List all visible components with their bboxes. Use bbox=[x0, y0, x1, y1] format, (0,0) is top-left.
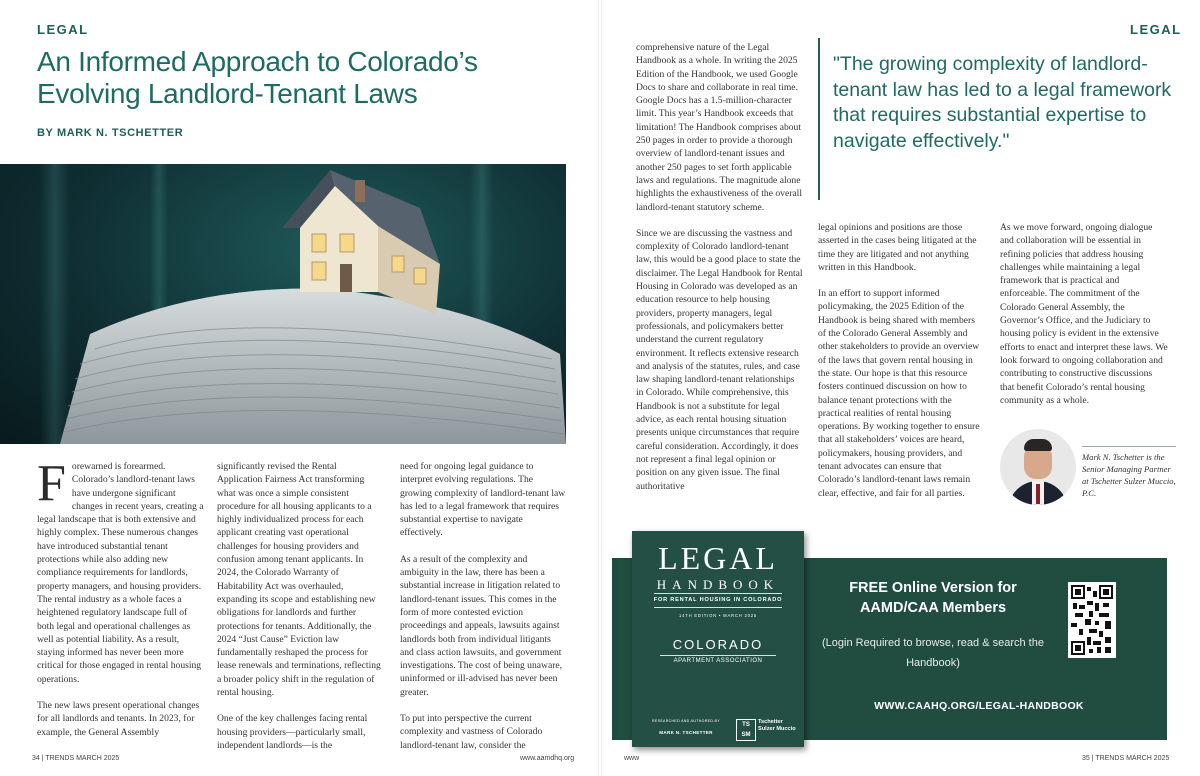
author-portrait bbox=[1000, 429, 1076, 505]
book-edition: 14TH EDITION • MARCH 2025 bbox=[678, 613, 757, 618]
book-subtitle: HANDBOOK bbox=[656, 577, 780, 592]
caa-logo-colorado: COLORADO bbox=[672, 637, 764, 652]
paragraph: comprehensive nature of the Legal Handbook as a whole. In writing the 2025 Edition of the Handbook, we used Google Docs to share and collaborate in real time. Google Docs has a 1.5-million-character limit. This year’s Handbook exceeds that limitation! The Handbook comprises about 250 pages in order to provide a thorough overview of landlord-tenant issues and another 250 pages to set forth applicable laws and regulations. The magnitude alone highlights the exhaustiveness of the overall landlord-tenant statutory scheme. bbox=[636, 42, 802, 213]
right-column-1 bbox=[636, 41, 804, 506]
paragraph: In an effort to support informed policymaking, the 2025 Edition of the Handbook is being shared with members of the Colorado General Assembly and other stakeholders to provide an overview of the laws that govern rental housing in the state. Our hope is that this resource fosters continued discussion on how to balance tenant protections with the practical realities of rental housing operations. By working together to ensure that all stakeholders’ voices are heard, policymakers, housing providers, and tenant advocates can ensure that Colorado’s landlord-tenant laws remain clear, effective, and fair for all parties. bbox=[818, 288, 980, 499]
right-column-2 bbox=[818, 221, 984, 513]
tsm-monogram: TS SM bbox=[736, 719, 756, 741]
left-column-2 bbox=[217, 460, 381, 765]
paragraph: The new laws present operational changes for all landlords and tenants. In 2023, for example, the General Assembly bbox=[37, 700, 200, 738]
ad-title: FREE Online Version for AAMD/CAA Members bbox=[849, 580, 1017, 616]
ad-url-link[interactable]: WWW.CAAHQ.ORG/LEGAL-HANDBOOK bbox=[874, 700, 1084, 712]
drop-cap: F bbox=[37, 455, 66, 512]
book-author: MARK N. TSCHETTER bbox=[659, 730, 713, 735]
folio-page-number: 35 | TRENDS MARCH 2025 bbox=[1082, 755, 1170, 762]
tsm-logo bbox=[736, 719, 798, 741]
folio-website: www bbox=[624, 755, 640, 762]
paragraph: Since we are discussing the vastness and complexity of Colorado landlord-tenant law, this would be a good place to state the disclaimer. The Legal Handbook for Rental Housing in Colorado was developed as an education resource to help housing providers, property managers, legal professionals, and policymakers better understand the current regulatory environment. It reflects extensive research and analysis of the statutes, rules, and case law shaping landlord-tenant relationships in Colorado. While comprehensive, this Handbook is not a substitute for legal advice, as each rental housing situation presents unique circumstances that require careful consideration. Accordingly, it does not represent a final legal opinion or position on any given issue. The final authoritative bbox=[636, 227, 803, 492]
paragraph: orewarned is forearmed. Colorado’s landlord-tenant laws have undergone significant changes in recent years, creating a legal landscape that is both extensive and highly complex. These numerous changes have introduced substantial tenant protections while also adding new compliance requirements for landlords, property managers, and housing providers. The rental industry as a whole faces a heightened regulatory landscape full of both legal and operational challenges as well as potential liability. As a result, staying informed has never been more critical for those engaged in rental housing operations. bbox=[37, 461, 204, 685]
paragraph: One of the key challenges facing rental housing providers—particularly small, independent landlords—is the bbox=[217, 713, 368, 751]
paragraph: legal opinions and positions are those asserted in the cases being litigated at the time they are litigated and not anything written in this Handbook. bbox=[818, 222, 977, 273]
folio-website: www.aamdhq.org bbox=[520, 755, 575, 762]
book-research-line: RESEARCHED AND AUTHORED BY bbox=[652, 719, 720, 723]
book-title: LEGAL bbox=[658, 540, 778, 576]
paragraph: To put into perspective the current complexity and vastness of Colorado landlord-tenant law, consider the bbox=[400, 713, 543, 751]
ad-subtitle: (Login Required to browse, read & search the Handbook) bbox=[822, 637, 1044, 669]
pull-quote: "The growing complexity of landlord-tenant law has led to a legal framework that requires substantial expertise to navigate effectively." bbox=[818, 38, 1173, 200]
paragraph: As a result of the complexity and ambiguity in the law, there has been a substantial increase in litigation related to landlord-tenant issues. This comes in the form of more contested eviction proceedings and appeals, lawsuits against landlords both from individual litigants and class action lawsuits, and government investigations. The cost of being unaware, uninformed or ill-advised has never been greater. bbox=[400, 553, 563, 698]
caa-logo-association: APARTMENT ASSOCIATION bbox=[660, 655, 776, 664]
paper-stack-illustration bbox=[0, 164, 566, 444]
article-headline: An Informed Approach to Colorado’s Evolving Landlord-Tenant Laws bbox=[37, 46, 478, 109]
divider bbox=[654, 607, 782, 608]
right-column-3 bbox=[1000, 221, 1168, 420]
author-bio: Mark N. Tschetter is the Senior Managing Partner at Tschetter Sulzer Muccio, P.C. bbox=[1082, 446, 1176, 499]
left-column-3 bbox=[400, 460, 566, 765]
tsm-names: Tschetter Sulzer Muccio bbox=[758, 719, 796, 732]
paragraph: need for ongoing legal guidance to interpret evolving regulations. The growing complexity of landlord-tenant law has led to a legal framework that requires substantial expertise to navigate effectively. bbox=[400, 461, 566, 539]
paragraph: As we move forward, ongoing dialogue and collaboration will be essential in refining policies that address housing challenges while maintaining a legal framework that is practical and enforceable. The commitment of the Colorado General Assembly, the Governor’s Office, and the Judiciary to housing policy is evident in the extensive efforts to enact and interpret these laws. We look forward to ongoing collaboration and contributing to constructive discussions that benefit Colorado’s rental housing community as a whole. bbox=[1000, 222, 1168, 406]
folio-page-number: 34 | TRENDS MARCH 2025 bbox=[32, 755, 120, 762]
house-photo bbox=[0, 164, 566, 444]
page-gutter bbox=[598, 0, 602, 776]
article-byline: BY MARK N. TSCHETTER bbox=[37, 127, 184, 139]
paragraph: significantly revised the Rental Application Fairness Act transforming what was once a simple consistent procedure for all housing applicants to a highly individualized process for each applicant creating vast operational challenges for housing providers and confusion among tenant applicants. In 2024, the Colorado Warranty of Habitability Act was overhauled, expanding its scope and establishing new obligations for landlords and further protections for tenants. Additionally, the 2024 “Just Cause” Eviction law fundamentally reshaped the process for lease renewals and terminations, reflecting a broader policy shift in the regulation of rental housing. bbox=[217, 461, 381, 699]
section-label-right: LEGAL bbox=[1130, 22, 1182, 37]
section-label-left: LEGAL bbox=[37, 22, 89, 37]
handbook-cover bbox=[632, 531, 804, 747]
book-rental-line: FOR RENTAL HOUSING IN COLORADO bbox=[653, 597, 783, 603]
left-column-1 bbox=[37, 455, 205, 752]
qr-code-icon[interactable] bbox=[1068, 582, 1116, 658]
divider bbox=[654, 593, 782, 594]
